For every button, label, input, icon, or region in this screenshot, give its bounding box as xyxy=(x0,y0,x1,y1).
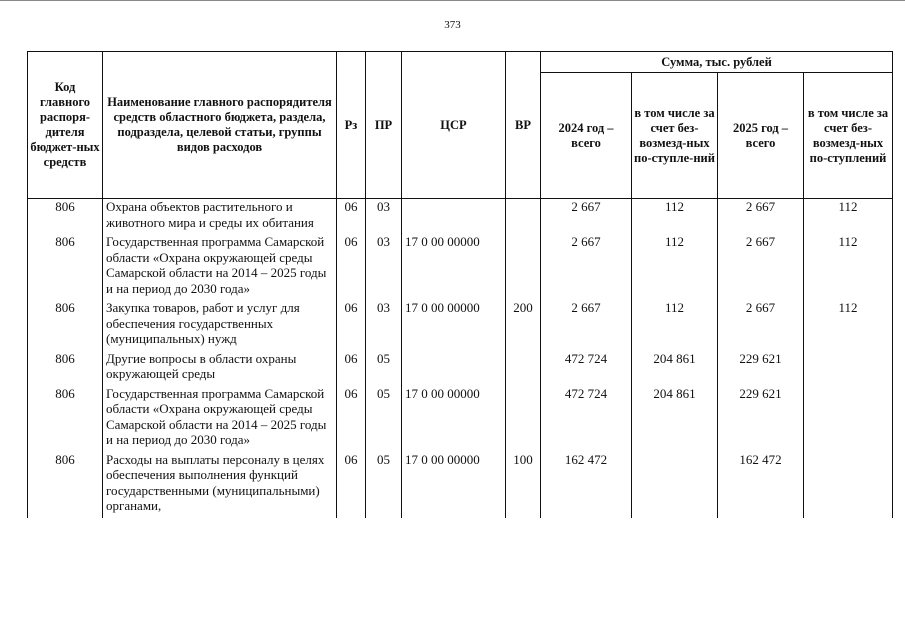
cell-code: 806 xyxy=(28,234,103,300)
table-row xyxy=(28,199,893,235)
cell-2025-free: 112 xyxy=(804,234,893,300)
cell-2024-total: 472 724 xyxy=(541,386,632,452)
cell-2024-total: 2 667 xyxy=(541,234,632,300)
cell-2025-total: 229 621 xyxy=(718,351,804,386)
budget-table xyxy=(27,51,893,518)
header-code: Код главного распоря-дителя бюджет-ных средств xyxy=(28,52,103,199)
cell-pr: 03 xyxy=(366,234,402,300)
header-2024-total: 2024 год – всего xyxy=(541,73,632,199)
cell-code: 806 xyxy=(28,300,103,351)
cell-2025-free: 112 xyxy=(804,199,893,235)
cell-2025-total: 2 667 xyxy=(718,234,804,300)
cell-2024-free: 112 xyxy=(632,300,718,351)
cell-2024-total: 2 667 xyxy=(541,300,632,351)
cell-name: Государственная программа Самарской области «Охрана окружающей среды Самарской области на 2014 – 2025 годы и на период до 2030 года» xyxy=(103,386,337,452)
header-2024-free: в том числе за счет без-возмезд-ных по-ступле-ний xyxy=(632,73,718,199)
cell-rz: 06 xyxy=(337,452,366,518)
header-sum: Сумма, тыс. рублей xyxy=(541,52,893,73)
table-body xyxy=(28,199,893,518)
header-2025-total: 2025 год – всего xyxy=(718,73,804,199)
cell-vr: 100 xyxy=(506,452,541,518)
header-pr: ПР xyxy=(366,52,402,199)
cell-vr xyxy=(506,386,541,452)
cell-code: 806 xyxy=(28,351,103,386)
cell-2025-total: 2 667 xyxy=(718,300,804,351)
table-header xyxy=(28,52,893,199)
cell-2024-total: 162 472 xyxy=(541,452,632,518)
cell-rz: 06 xyxy=(337,300,366,351)
cell-vr xyxy=(506,234,541,300)
cell-csr: 17 0 00 00000 xyxy=(402,386,506,452)
cell-vr xyxy=(506,351,541,386)
cell-2024-total: 2 667 xyxy=(541,199,632,235)
header-csr: ЦСР xyxy=(402,52,506,199)
page-number: 373 xyxy=(444,19,461,31)
cell-2025-free xyxy=(804,386,893,452)
cell-2024-free xyxy=(632,452,718,518)
header-rz: Рз xyxy=(337,52,366,199)
cell-csr: 17 0 00 00000 xyxy=(402,300,506,351)
cell-pr: 05 xyxy=(366,452,402,518)
cell-csr: 17 0 00 00000 xyxy=(402,452,506,518)
cell-name: Охрана объектов растительного и животного мира и среды их обитания xyxy=(103,199,337,235)
cell-2025-free: 112 xyxy=(804,300,893,351)
cell-name: Расходы на выплаты персоналу в целях обеспечения выполнения функций государственными (муниципальными) органами, xyxy=(103,452,337,518)
cell-pr: 03 xyxy=(366,199,402,235)
cell-name: Другие вопросы в области охраны окружающей среды xyxy=(103,351,337,386)
cell-vr: 200 xyxy=(506,300,541,351)
header-vr: ВР xyxy=(506,52,541,199)
cell-2025-free xyxy=(804,452,893,518)
cell-csr xyxy=(402,199,506,235)
cell-name: Государственная программа Самарской области «Охрана окружающей среды Самарской области на 2014 – 2025 годы и на период до 2030 года» xyxy=(103,234,337,300)
cell-2025-total: 229 621 xyxy=(718,386,804,452)
table-row xyxy=(28,386,893,452)
cell-rz: 06 xyxy=(337,386,366,452)
cell-code: 806 xyxy=(28,199,103,235)
header-2025-free: в том числе за счет без-возмезд-ных по-ступлений xyxy=(804,73,893,199)
cell-csr xyxy=(402,351,506,386)
header-name: Наименование главного распорядителя средств областного бюджета, раздела, подраздела, целевой статьи, группы видов расходов xyxy=(103,52,337,199)
cell-rz: 06 xyxy=(337,199,366,235)
cell-2024-free: 112 xyxy=(632,234,718,300)
cell-2025-total: 2 667 xyxy=(718,199,804,235)
cell-pr: 03 xyxy=(366,300,402,351)
top-rule xyxy=(0,0,905,1)
cell-2024-free: 112 xyxy=(632,199,718,235)
cell-code: 806 xyxy=(28,452,103,518)
cell-csr: 17 0 00 00000 xyxy=(402,234,506,300)
cell-code: 806 xyxy=(28,386,103,452)
cell-rz: 06 xyxy=(337,351,366,386)
cell-name: Закупка товаров, работ и услуг для обеспечения государственных (муниципальных) нужд xyxy=(103,300,337,351)
cell-pr: 05 xyxy=(366,351,402,386)
table-row xyxy=(28,452,893,518)
cell-rz: 06 xyxy=(337,234,366,300)
cell-2025-total: 162 472 xyxy=(718,452,804,518)
cell-pr: 05 xyxy=(366,386,402,452)
table-row xyxy=(28,300,893,351)
cell-2024-free: 204 861 xyxy=(632,351,718,386)
cell-2024-free: 204 861 xyxy=(632,386,718,452)
cell-2025-free xyxy=(804,351,893,386)
cell-vr xyxy=(506,199,541,235)
table-row xyxy=(28,351,893,386)
table-row xyxy=(28,234,893,300)
cell-2024-total: 472 724 xyxy=(541,351,632,386)
